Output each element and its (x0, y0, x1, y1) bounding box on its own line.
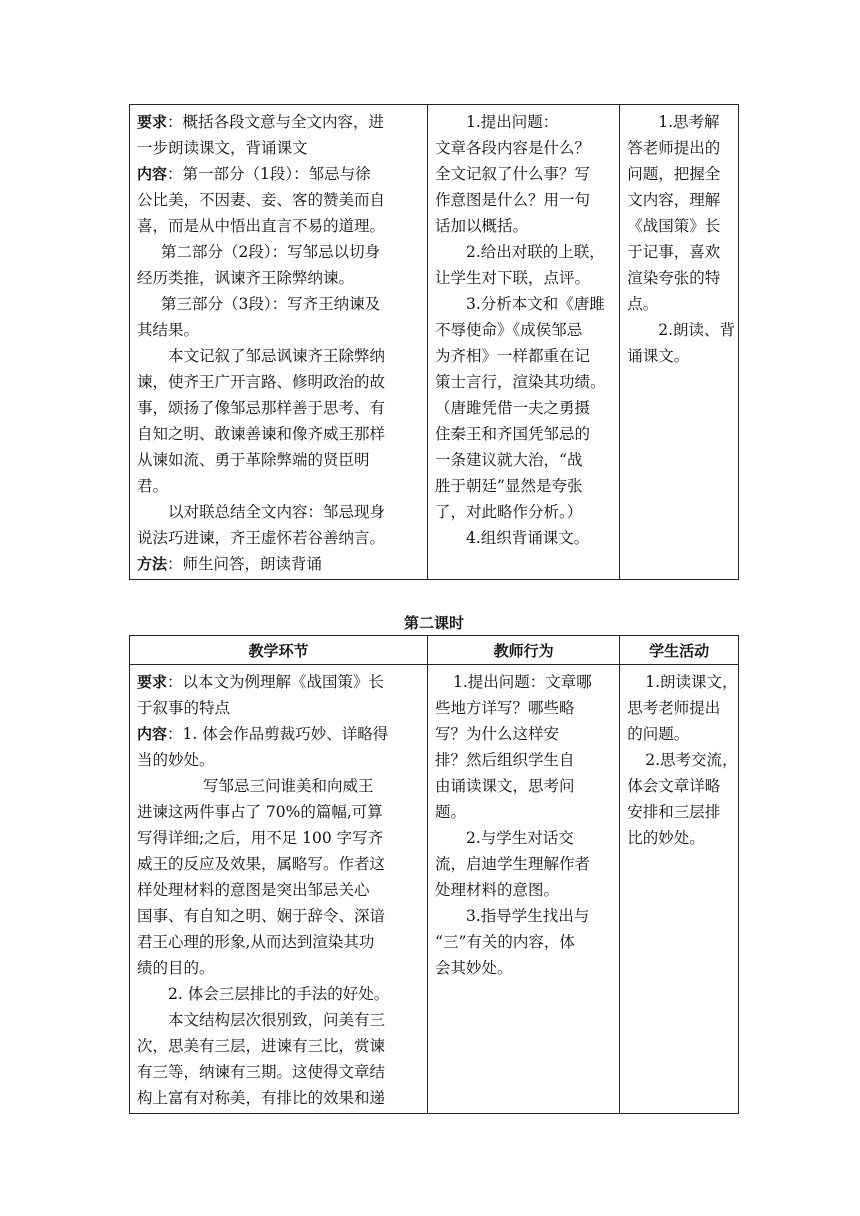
header-student-activity: 学生活动 (620, 636, 739, 665)
student-line: 文内容，理解 (627, 191, 721, 209)
teacher-line: 住秦王和齐国凭邹忌的 (435, 425, 591, 443)
method-line: 方法：师生问答，朗读背诵 (137, 555, 323, 573)
content-line: 写得详细;之后，用不足 100 字写齐 (137, 829, 384, 847)
requirement-line: 要求：概括各段文意与全文内容，进 (137, 113, 385, 131)
teacher-line: 2.与学生对话交 (466, 829, 574, 847)
content-line: 2. 体会三层排比的手法的好处。 (168, 985, 390, 1003)
teacher-line: 排？然后组织学生自 (435, 751, 575, 769)
teacher-line: （唐雎凭借一夫之勇摄 (435, 399, 591, 417)
content-line: 样处理材料的意图是突出邹忌关心 (137, 881, 370, 899)
content-line: 君王心理的形象,从而达到渲染其功 (137, 933, 375, 951)
requirement-label: 要求 (137, 113, 168, 131)
content-line: 当的妙处。 (137, 751, 215, 769)
student-activity-cell (620, 665, 739, 1114)
student-line: 体会文章详略 (627, 777, 721, 795)
student-activity-cell (620, 105, 739, 580)
teacher-line: 话加以概括。 (435, 217, 529, 235)
teacher-line: 一条建议就大治，“战 (435, 451, 583, 469)
method-label: 方法 (137, 555, 168, 573)
content-line: 绩的目的。 (137, 959, 215, 977)
teacher-line: 会其妙处。 (435, 959, 513, 977)
student-line: 《战国策》长 (627, 217, 721, 235)
teaching-step-cell (130, 665, 428, 1114)
content-line: 威王的反应及效果，属略写。作者这 (137, 855, 386, 873)
content-line: 本文记叙了邹忌讽谏齐王除弊纳 (168, 347, 386, 365)
student-line: 答老师提出的 (627, 139, 721, 157)
content-line: 第二部分（2段）：写邹忌以切身 (161, 243, 381, 261)
student-line: 于记事，喜欢 (627, 243, 721, 261)
teacher-line: 3.分析本文和《唐雎 (466, 295, 605, 313)
teacher-line: 为齐相》一样都重在记 (435, 347, 591, 365)
content-line: 本文结构层次很别致，问美有三 (168, 1011, 386, 1029)
content-line: 说法巧进谏，齐王虚怀若谷善纳言。 (137, 529, 386, 547)
content-line: 以对联总结全文内容：邹忌现身 (168, 503, 386, 521)
student-line: 渲染夸张的特 (627, 269, 721, 287)
content-line: 内容：1. 体会作品剪裁巧妙、详略得 (137, 725, 389, 743)
teacher-line: 1.提出问题： (466, 113, 559, 131)
section-title: 第二课时 (403, 614, 464, 632)
student-line: 2.朗读、背 (658, 321, 735, 339)
teacher-line: 些地方详写？哪些略 (435, 699, 575, 717)
teacher-line: 策士言行，渲染其功绩。 (435, 373, 606, 391)
teacher-line: “三”有关的内容，体 (435, 933, 575, 951)
content-line: 写邹忌三问谁美和向威王 (203, 777, 374, 795)
content-line: 次，思美有三层，进谏有三比，赏谏 (137, 1037, 386, 1055)
teacher-line: 胜于朝廷”显然是夸张 (435, 477, 583, 495)
content-line: 进谏这两件事占了 70%的篇幅,可算 (137, 803, 383, 821)
teacher-line: 1.提出问题：文章哪 (453, 673, 592, 691)
requirement-line: 一步朗读课文，背诵课文 (137, 139, 308, 157)
content-line: 经历类推，讽谏齐王除弊纳谏。 (137, 269, 355, 287)
content-line: 内容：第一部分（1段）：邹忌与徐 (137, 165, 371, 183)
header-teaching-step: 教学环节 (130, 636, 428, 665)
teacher-line: 不辱使命》《成侯邹忌 (435, 321, 583, 339)
content-line: 国事、有自知之明、娴于辞令、深谙 (137, 907, 386, 925)
student-line: 点。 (627, 295, 659, 313)
teacher-line: 4.组织背诵课文。 (466, 529, 590, 547)
teacher-line: 了，对此略作分析。） (435, 503, 583, 521)
teacher-line: 写？为什么这样安 (435, 725, 560, 743)
content-line: 谏，使齐王广开言路、修明政治的故 (137, 373, 386, 391)
content-line: 从谏如流、勇于革除弊端的贤臣明 (137, 451, 370, 469)
student-line: 问题，把握全 (627, 165, 721, 183)
teacher-line: 3.指导学生找出与 (466, 907, 590, 925)
content-label: 内容 (137, 165, 168, 183)
teaching-step-cell (130, 105, 428, 580)
teacher-line: 全文记叙了什么事？写 (435, 165, 591, 183)
student-line: 比的妙处。 (627, 829, 705, 847)
header-teacher-action: 教师行为 (428, 636, 620, 665)
content-line: 第三部分（3段）：写齐王纳谏及 (161, 295, 381, 313)
student-line: 的问题。 (627, 725, 690, 743)
student-line: 2.思考交流， (645, 751, 738, 769)
requirement-line: 要求：以本文为例理解《战国策》长 (137, 673, 385, 691)
teacher-line: 由诵读课文，思考问 (435, 777, 575, 795)
requirement-line: 于叙事的特点 (137, 699, 231, 717)
content-line: 君。 (137, 477, 169, 495)
content-line: 事，颂扬了像邹忌那样善于思考、有 (137, 399, 386, 417)
teacher-action-cell (428, 105, 620, 580)
requirement-label: 要求 (137, 673, 168, 691)
teacher-action-cell (428, 665, 620, 1114)
content-line: 喜，而是从中悟出直言不易的道理。 (137, 217, 386, 235)
teacher-line: 让学生对下联，点评。 (435, 269, 591, 287)
teacher-line: 作意图是什么？用一句 (435, 191, 591, 209)
lesson-table-1 (129, 104, 739, 580)
teacher-line: 文章各段内容是什么？ (435, 139, 591, 157)
student-line: 1.朗读课文， (645, 673, 738, 691)
content-line: 有三等，纳谏有三期。这使得文章结 (137, 1063, 386, 1081)
student-line: 诵课文。 (627, 347, 690, 365)
teacher-line: 流，启迪学生理解作者 (435, 855, 591, 873)
lesson-table-2 (129, 635, 739, 1114)
student-line: 安排和三层排 (627, 803, 721, 821)
teacher-line: 处理材料的意图。 (435, 881, 560, 899)
content-line: 构上富有对称美，有排比的效果和递 (137, 1089, 386, 1107)
content-line: 公比美，不因妻、妾、客的赞美而自 (137, 191, 386, 209)
teacher-line: 题。 (435, 803, 467, 821)
student-line: 思考老师提出 (627, 699, 721, 717)
content-label: 内容 (137, 725, 168, 743)
content-line: 自知之明、敢谏善谏和像齐威王那样 (137, 425, 386, 443)
student-line: 1.思考解 (658, 113, 720, 131)
teacher-line: 2.给出对联的上联， (466, 243, 605, 261)
content-line: 其结果。 (137, 321, 200, 339)
